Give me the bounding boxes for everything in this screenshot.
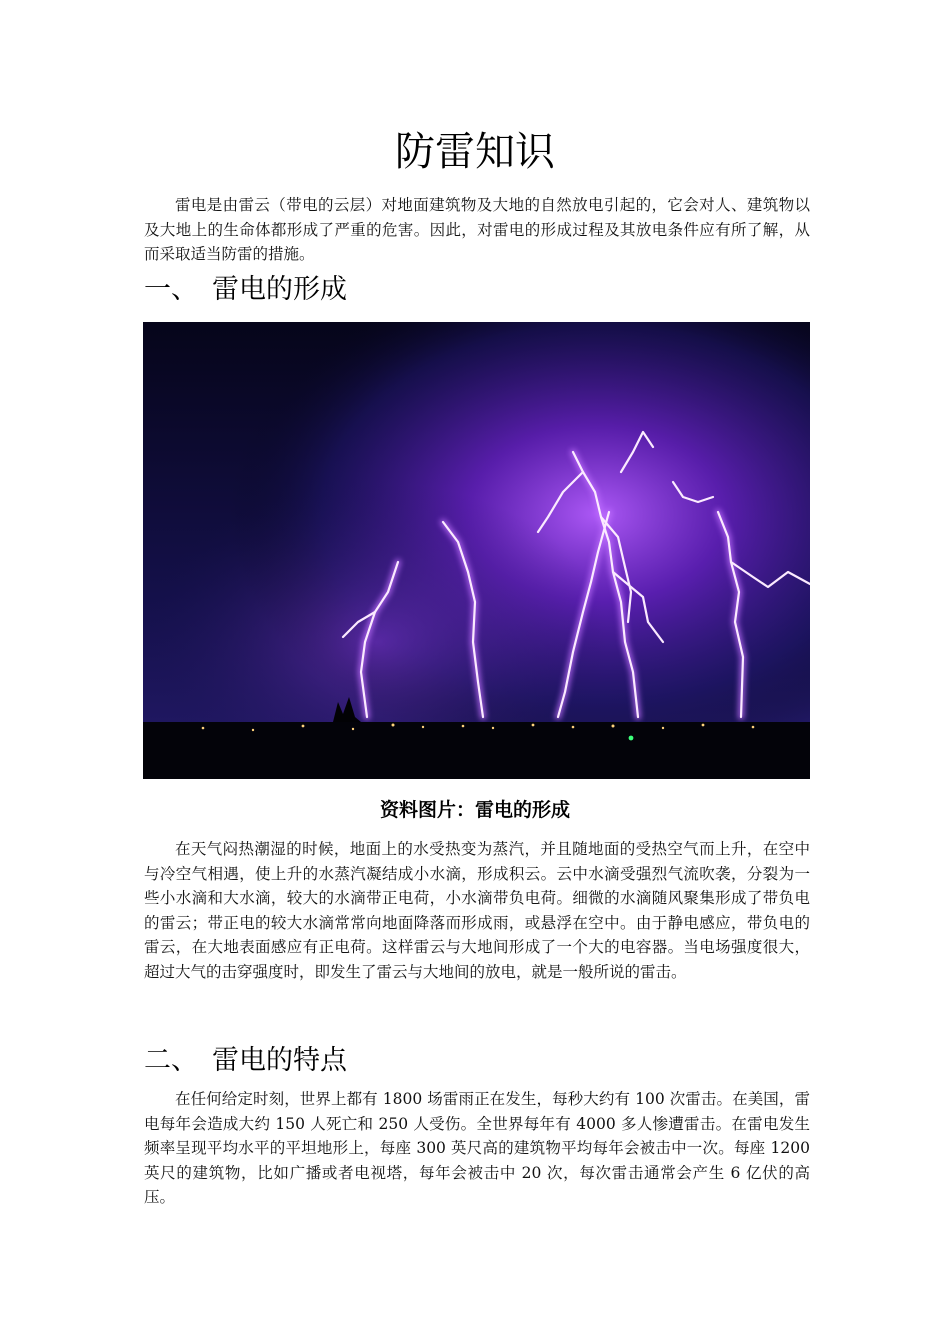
green-light <box>629 736 634 741</box>
section-number: 一、 <box>144 274 198 305</box>
section-title: 雷电的特点 <box>212 1045 347 1076</box>
document-title: 防雷知识 <box>395 129 555 175</box>
intro-paragraph: 雷电是由雷云（带电的云层）对地面建筑物及大地的自然放电引起的，它会对人、建筑物以及大地上的生命体都形成了严重的危害。因此，对雷电的形成过程及其放电条件应有所了解，从而采取适当防雷的措施。 <box>144 196 810 263</box>
ground <box>143 722 810 779</box>
section-heading-formation <box>144 272 810 308</box>
cloud-glow-left <box>143 322 810 779</box>
features-paragraph: 在任何给定时刻，世界上都有 1800 场雷雨正在发生，每秒大约有 100 次雷击。在美国，雷电每年会造成大约 150 人死亡和 250 人受伤。全世界每年有 4000 多人惨遭雷击。在雷电发生频率呈现平均水平的平坦地形上，每座 300 英尺高的建筑物平均每年会被击中一次。每座 1200 英尺的建筑物，比如广播或者电视塔，每年会被击中 20 次，每次雷击通常会产生 6 亿伏的高压。 <box>144 1090 810 1206</box>
section-number: 二、 <box>144 1045 198 1076</box>
section-heading-features <box>144 1043 810 1079</box>
section-title: 雷电的形成 <box>212 274 347 305</box>
lightning-illustration <box>143 322 810 779</box>
formation-paragraph: 在天气闷热潮湿的时候，地面上的水受热变为蒸汽，并且随地面的受热空气而上升，在空中与冷空气相遇，使上升的水蒸汽凝结成小水滴，形成积云。云中水滴受强烈气流吹袭，分裂为一些小水滴和大水滴，较大的水滴带正电荷，小水滴带负电荷。细微的水滴随风聚集形成了带负电的雷云；带正电的较大水滴常常向地面降落而形成雨，或悬浮在空中。由于静电感应，带负电的雷云，在大地表面感应有正电荷。这样雷云与大地间形成了一个大的电容器。当电场强度很大，超过大气的击穿强度时，即发生了雷云与大地间的放电，就是一般所说的雷击。 <box>144 840 810 981</box>
lightning-photo <box>143 322 810 779</box>
figure-caption: 资料图片：雷电的形成 <box>379 799 570 821</box>
